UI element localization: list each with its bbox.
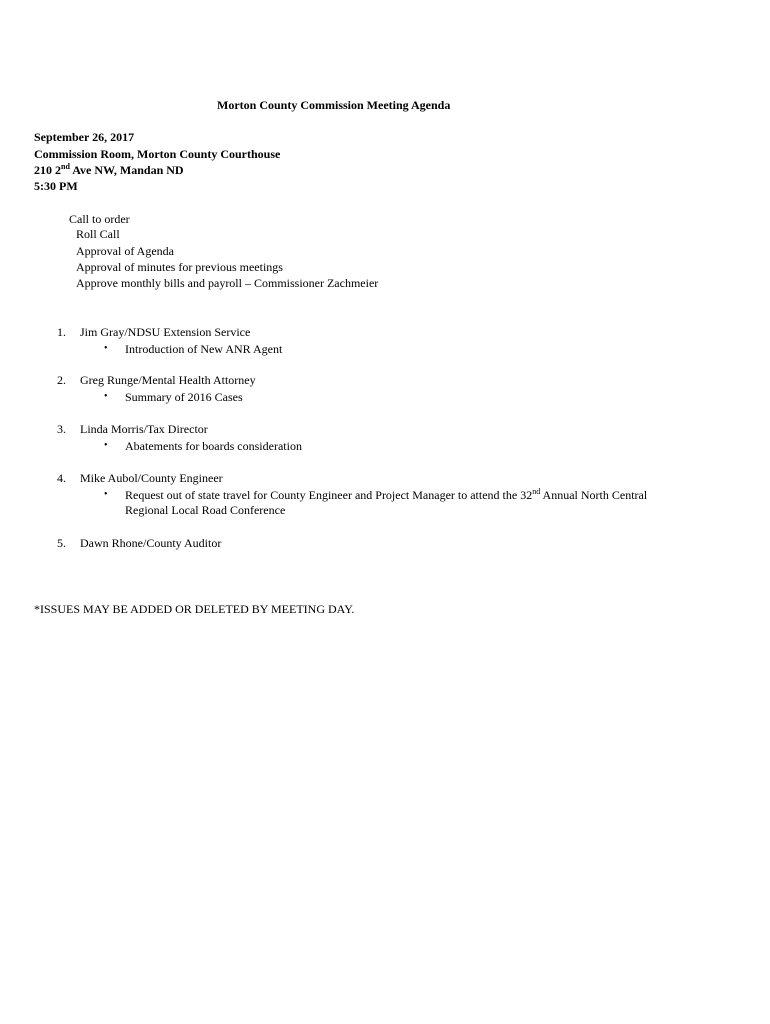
bullet-icon: • [104,489,108,500]
agenda-item-detail [125,487,647,503]
agenda-item-detail: Summary of 2016 Cases [125,390,243,404]
agenda-item-number: 3. [57,422,66,436]
agenda-item-title: Mike Aubol/County Engineer [80,471,223,485]
agenda-item-title: Linda Morris/Tax Director [80,422,208,436]
footer-notice: *ISSUES MAY BE ADDED OR DELETED BY MEETING DAY. [34,602,355,616]
address-part: 210 2 [34,163,61,177]
agenda-item-detail-continued: Regional Local Road Conference [125,503,286,517]
meeting-address [34,162,184,178]
address-part: Ave NW, Mandan ND [69,163,184,177]
page-title: Morton County Commission Meeting Agenda [217,98,451,112]
bullet-icon: • [104,391,108,402]
agenda-item-title: Dawn Rhone/County Auditor [80,536,222,550]
opening-item: Roll Call [76,227,120,241]
agenda-item-number: 4. [57,471,66,485]
bullet-icon: • [104,440,108,451]
bullet-icon: • [104,343,108,354]
agenda-item-number: 2. [57,373,66,387]
meeting-time: 5:30 PM [34,179,78,193]
opening-item: Approve monthly bills and payroll – Commissioner Zachmeier [76,276,379,290]
address-superscript: nd [61,162,70,171]
meeting-location: Commission Room, Morton County Courthouse [34,147,281,161]
agenda-item-title: Greg Runge/Mental Health Attorney [80,373,256,387]
agenda-item-number: 1. [57,325,66,339]
agenda-item-title: Jim Gray/NDSU Extension Service [80,325,251,339]
agenda-item-detail: Abatements for boards consideration [125,439,302,453]
detail-superscript: nd [532,487,541,496]
meeting-date: September 26, 2017 [34,130,135,144]
detail-part: Annual North Central [540,488,648,502]
opening-item: Approval of minutes for previous meetings [76,260,283,274]
opening-item: Approval of Agenda [76,244,174,258]
agenda-item-number: 5. [57,536,66,550]
agenda-item-detail: Introduction of New ANR Agent [125,342,283,356]
call-to-order: Call to order [69,212,130,226]
detail-part: Request out of state travel for County Engineer and Project Manager to attend the 32 [125,488,533,502]
